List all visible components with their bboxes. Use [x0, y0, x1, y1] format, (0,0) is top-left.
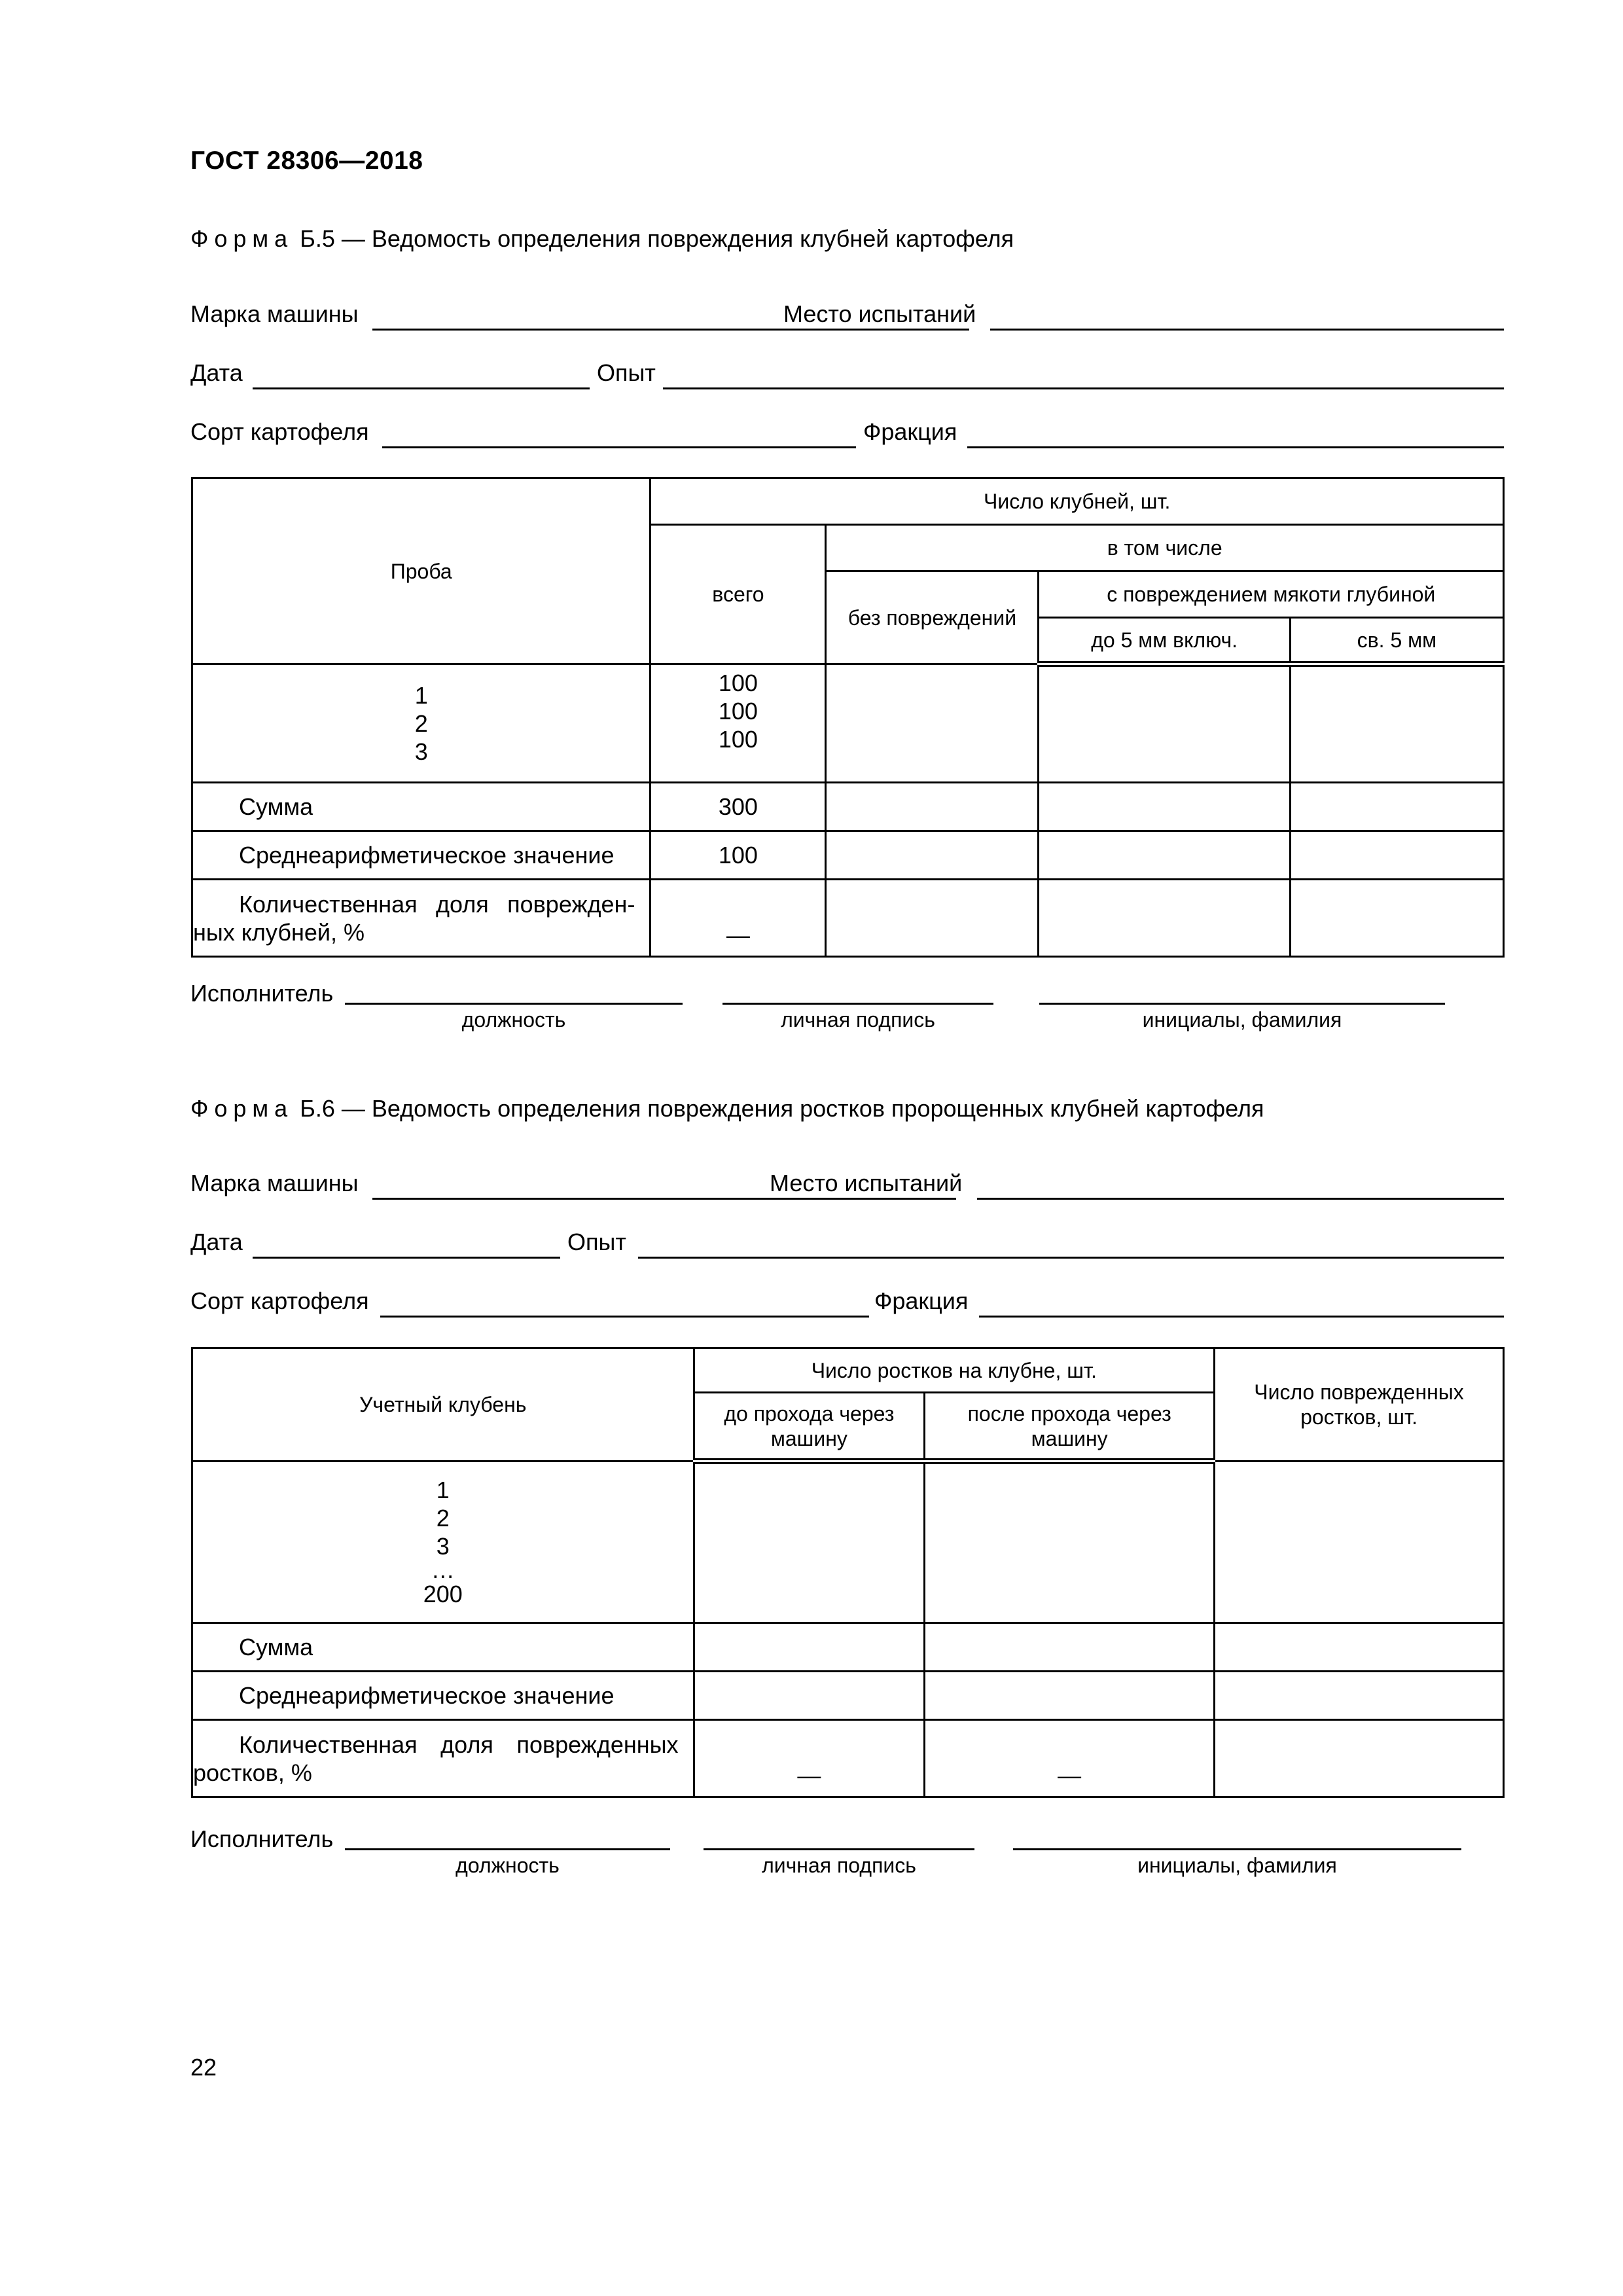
table-row — [192, 1623, 1504, 1672]
form-b6-title: Б.6 — Ведомость определения повреждения ростков пророщенных клубней картофеля — [300, 1095, 1264, 1122]
sum-total: 300 — [651, 783, 826, 831]
mean-upto5-cell[interactable] — [1039, 831, 1290, 880]
form-b5-name-line[interactable] — [1039, 1003, 1445, 1005]
sum-label: Сумма — [192, 1623, 694, 1672]
share-label-text: Количественная доля поврежденных ростков, % — [193, 1731, 679, 1786]
form-b5-signature-line[interactable] — [722, 1003, 993, 1005]
col-damaged-header: Число поврежденных ростков, шт. — [1215, 1348, 1504, 1462]
form-b6-field-row-3 — [190, 1287, 1506, 1321]
share-damaged-cell[interactable] — [1215, 1720, 1504, 1797]
fraction-label: Фракция — [874, 1287, 969, 1314]
share-label-text: Количественная доля поврежден-ных клубней, % — [193, 890, 635, 946]
potato-variety-label: Сорт картофеля — [190, 1287, 369, 1314]
fraction-blank[interactable] — [967, 446, 1504, 448]
over5-cell[interactable] — [1290, 664, 1503, 783]
tuber-number: … — [431, 1556, 455, 1583]
col-total-header: всего — [651, 525, 826, 664]
experiment-label: Опыт — [567, 1229, 626, 1255]
form-b5-caption — [190, 225, 1014, 253]
form-b6-signature-caption: личная подпись — [762, 1854, 916, 1877]
sum-before-cell[interactable] — [694, 1623, 925, 1672]
form-b6-name-caption: инициалы, фамилия — [1137, 1854, 1337, 1877]
test-place-blank[interactable] — [990, 329, 1504, 331]
tuber-number: 1 — [436, 1477, 450, 1503]
test-place-label: Место испытаний — [770, 1170, 963, 1196]
sum-over5-cell[interactable] — [1290, 783, 1503, 831]
col-sprouts-header: Число ростков на клубне, шт. — [694, 1348, 1215, 1393]
date-blank[interactable] — [253, 387, 590, 389]
form-b6-caption — [190, 1095, 1264, 1122]
form-b5-executor-label: Исполнитель — [190, 980, 334, 1007]
form-b5-field-row-2 — [190, 359, 1506, 393]
tuber-numbers-cell — [192, 1462, 694, 1623]
table-row — [192, 1462, 1504, 1623]
form-b6-prefix: Форма — [190, 1095, 294, 1122]
col-upto5-header: до 5 мм включ. — [1039, 618, 1290, 664]
form-b6-name-line[interactable] — [1013, 1848, 1461, 1850]
form-b5-title: Б.5 — Ведомость определения повреждения клубней картофеля — [300, 225, 1014, 252]
upto5-cell[interactable] — [1039, 664, 1290, 783]
sample-numbers-cell — [192, 664, 651, 783]
share-over5-cell[interactable] — [1290, 880, 1503, 957]
sample-number: 1 — [414, 681, 428, 709]
tuber-number: 200 — [423, 1581, 463, 1607]
share-before: — — [694, 1720, 925, 1797]
experiment-label: Опыт — [597, 359, 656, 386]
machine-brand-blank[interactable] — [372, 1198, 956, 1200]
sum-upto5-cell[interactable] — [1039, 783, 1290, 831]
tuber-number: 3 — [436, 1533, 450, 1560]
date-label: Дата — [190, 359, 243, 386]
share-undamaged-cell[interactable] — [826, 880, 1039, 957]
sum-label: Сумма — [192, 783, 651, 831]
col-before-header: до прохода через машину — [694, 1393, 925, 1462]
form-b5-field-row-3 — [190, 418, 1506, 452]
sample-total: 100 — [718, 698, 758, 725]
share-label — [192, 880, 651, 957]
form-b6-executor-label: Исполнитель — [190, 1825, 334, 1852]
document-header: ГОСТ 28306—2018 — [190, 147, 423, 175]
form-b5-name-caption: инициалы, фамилия — [1142, 1008, 1342, 1031]
col-tuber-header: Учетный клубень — [192, 1348, 694, 1462]
test-place-label: Место испытаний — [783, 300, 976, 327]
form-b5-position-line[interactable] — [345, 1003, 683, 1005]
sum-after-cell[interactable] — [925, 1623, 1215, 1672]
date-label: Дата — [190, 1229, 243, 1255]
mean-damaged-cell[interactable] — [1215, 1672, 1504, 1720]
machine-brand-label: Марка машины — [190, 300, 359, 327]
form-b6-table — [191, 1347, 1505, 1798]
form-b6-position-caption: должность — [455, 1854, 560, 1877]
col-including-header: в том числе — [826, 525, 1504, 571]
machine-brand-label: Марка машины — [190, 1170, 359, 1196]
potato-variety-label: Сорт картофеля — [190, 418, 369, 445]
machine-brand-blank[interactable] — [372, 329, 969, 331]
sample-number: 3 — [414, 738, 428, 765]
table-row — [192, 831, 1504, 880]
table-row — [192, 783, 1504, 831]
mean-label: Среднеарифметическое значение — [192, 1672, 694, 1720]
undamaged-cell[interactable] — [826, 664, 1039, 783]
table-row — [192, 664, 1504, 783]
form-b5-field-row-1 — [190, 300, 1506, 334]
form-b6-position-line[interactable] — [345, 1848, 670, 1850]
mean-total: 100 — [651, 831, 826, 880]
mean-label: Среднеарифметическое значение — [192, 831, 651, 880]
form-b5-position-caption: должность — [461, 1008, 566, 1031]
col-pulp-damage-header: с повреждением мякоти глубиной — [1039, 571, 1504, 618]
table-row — [192, 1720, 1504, 1797]
col-sample-header: Проба — [192, 478, 651, 664]
fraction-label: Фракция — [863, 418, 957, 445]
fraction-blank[interactable] — [979, 1316, 1504, 1318]
date-blank[interactable] — [253, 1257, 560, 1259]
sample-totals-cell — [651, 664, 826, 783]
form-b6-field-row-2 — [190, 1228, 1506, 1262]
col-after-header: после прохода через машину — [925, 1393, 1215, 1462]
potato-variety-blank[interactable] — [382, 446, 856, 448]
experiment-blank[interactable] — [638, 1257, 1504, 1259]
form-b6-signature-line[interactable] — [704, 1848, 974, 1850]
form-b6-field-row-1 — [190, 1169, 1506, 1203]
share-label — [192, 1720, 694, 1797]
damaged-cell[interactable] — [1215, 1462, 1504, 1623]
sum-damaged-cell[interactable] — [1215, 1623, 1504, 1672]
form-b5-prefix: Форма — [190, 225, 294, 252]
sample-number: 2 — [414, 709, 428, 737]
col-tuber-count-header: Число клубней, шт. — [651, 478, 1504, 525]
col-undamaged-header: без повреждений — [826, 571, 1039, 664]
mean-before-cell[interactable] — [694, 1672, 925, 1720]
form-b5-signature-caption: личная подпись — [781, 1008, 935, 1031]
experiment-blank[interactable] — [663, 387, 1504, 389]
mean-undamaged-cell[interactable] — [826, 831, 1039, 880]
share-total: — — [651, 880, 826, 957]
share-upto5-cell[interactable] — [1039, 880, 1290, 957]
after-cell[interactable] — [925, 1462, 1215, 1623]
test-place-blank[interactable] — [977, 1198, 1504, 1200]
potato-variety-blank[interactable] — [380, 1316, 869, 1318]
table-row — [192, 1672, 1504, 1720]
col-over5-header: св. 5 мм — [1290, 618, 1503, 664]
share-after: — — [925, 1720, 1215, 1797]
sample-total: 100 — [718, 670, 758, 696]
sum-undamaged-cell[interactable] — [826, 783, 1039, 831]
table-row — [192, 880, 1504, 957]
form-b5-table — [191, 477, 1505, 958]
page-number: 22 — [190, 2054, 217, 2081]
tuber-number: 2 — [436, 1505, 450, 1532]
sample-total: 100 — [718, 726, 758, 753]
before-cell[interactable] — [694, 1462, 925, 1623]
mean-over5-cell[interactable] — [1290, 831, 1503, 880]
mean-after-cell[interactable] — [925, 1672, 1215, 1720]
